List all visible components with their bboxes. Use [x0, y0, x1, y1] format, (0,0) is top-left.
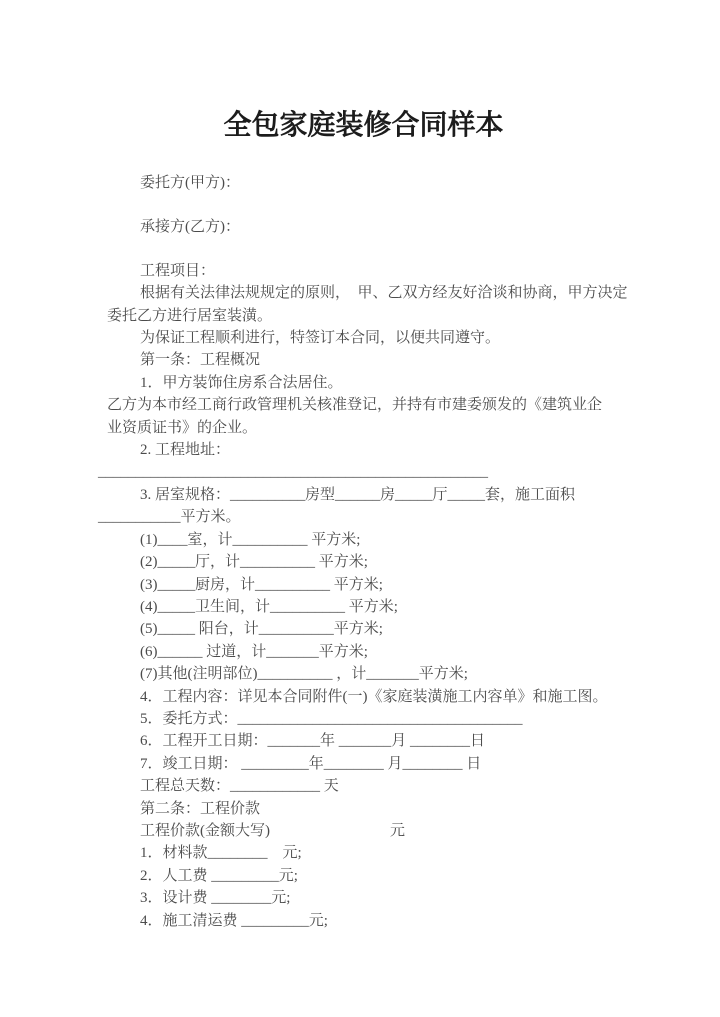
article-1-heading: 第一条：工程概况 [140, 352, 261, 369]
item-2-address: 2. 工程地址： [140, 442, 231, 459]
party-b-label: 承接方(乙方)： [140, 219, 240, 236]
purpose-line: 为保证工程顺利进行，特签订本合同，以便共同遵守。 [140, 330, 501, 347]
document-title-text: 全包家庭装修合同样本 [223, 110, 504, 141]
document-title [107, 106, 620, 146]
room-line-3: (3)_____厨房，计__________ 平方米; [140, 576, 383, 593]
project-label: 工程项目： [140, 262, 216, 279]
intro-line-1: 根据有关法律法规规定的原则， 甲、乙双方经友好洽谈和协商，甲方决定 [140, 285, 628, 302]
item-1-cont-1: 乙方为本市经工商行政管理机关核准登记，并持有市建委颁发的《建筑业企 [107, 397, 603, 414]
price-line-4: 4．施工清运费 _________元; [140, 912, 328, 929]
item-5-method: 5．委托方式：______________________________________ [140, 710, 523, 727]
address-blank-line: ____________________________________________________ [98, 464, 488, 481]
price-line-3: 3．设计费 ________元; [140, 890, 291, 907]
room-line-6: (6)______ 过道，计_______平方米; [140, 643, 368, 660]
item-1-cont-2: 业资质证书》的企业。 [107, 419, 258, 436]
room-line-5: (5)_____ 阳台，计__________平方米; [140, 621, 383, 638]
item-3-cont: ___________平方米。 [98, 509, 241, 526]
room-line-7: (7)其他(注明部位)__________ ，计_______平方米; [140, 666, 468, 683]
item-6-start-date: 6．工程开工日期：_______年 _______月 ________日 [140, 733, 486, 750]
party-a-label: 委托方(甲方)： [140, 175, 240, 191]
article-2-heading: 第二条：工程价款 [140, 800, 261, 817]
room-line-4: (4)_____卫生间，计__________ 平方米; [140, 598, 398, 615]
item-3-room-spec: 3. 居室规格：__________房型______房_____厅_____套，施工面积 [140, 486, 576, 503]
price-line-2: 2．人工费 _________元; [140, 867, 298, 884]
price-line-1: 1．材料款________ 元; [140, 845, 302, 862]
intro-line-2: 委托乙方进行居室装潢。 [107, 307, 273, 324]
item-1-legal: 1．甲方装饰住房系合法居住。 [140, 374, 343, 391]
price-total-line: 工程价款(金额大写) 元 [140, 822, 405, 839]
total-days-line: 工程总天数：____________ 天 [140, 778, 339, 795]
item-4-content: 4．工程内容：详见本合同附件(一)《家庭装潢施工内容单》和施工图。 [140, 688, 608, 705]
room-line-2: (2)_____厅，计__________ 平方米; [140, 554, 368, 571]
room-line-1: (1)____室，计__________ 平方米; [140, 531, 361, 548]
item-7-finish-date: 7．竣工日期： _________年________ 月________ 日 [140, 755, 482, 772]
